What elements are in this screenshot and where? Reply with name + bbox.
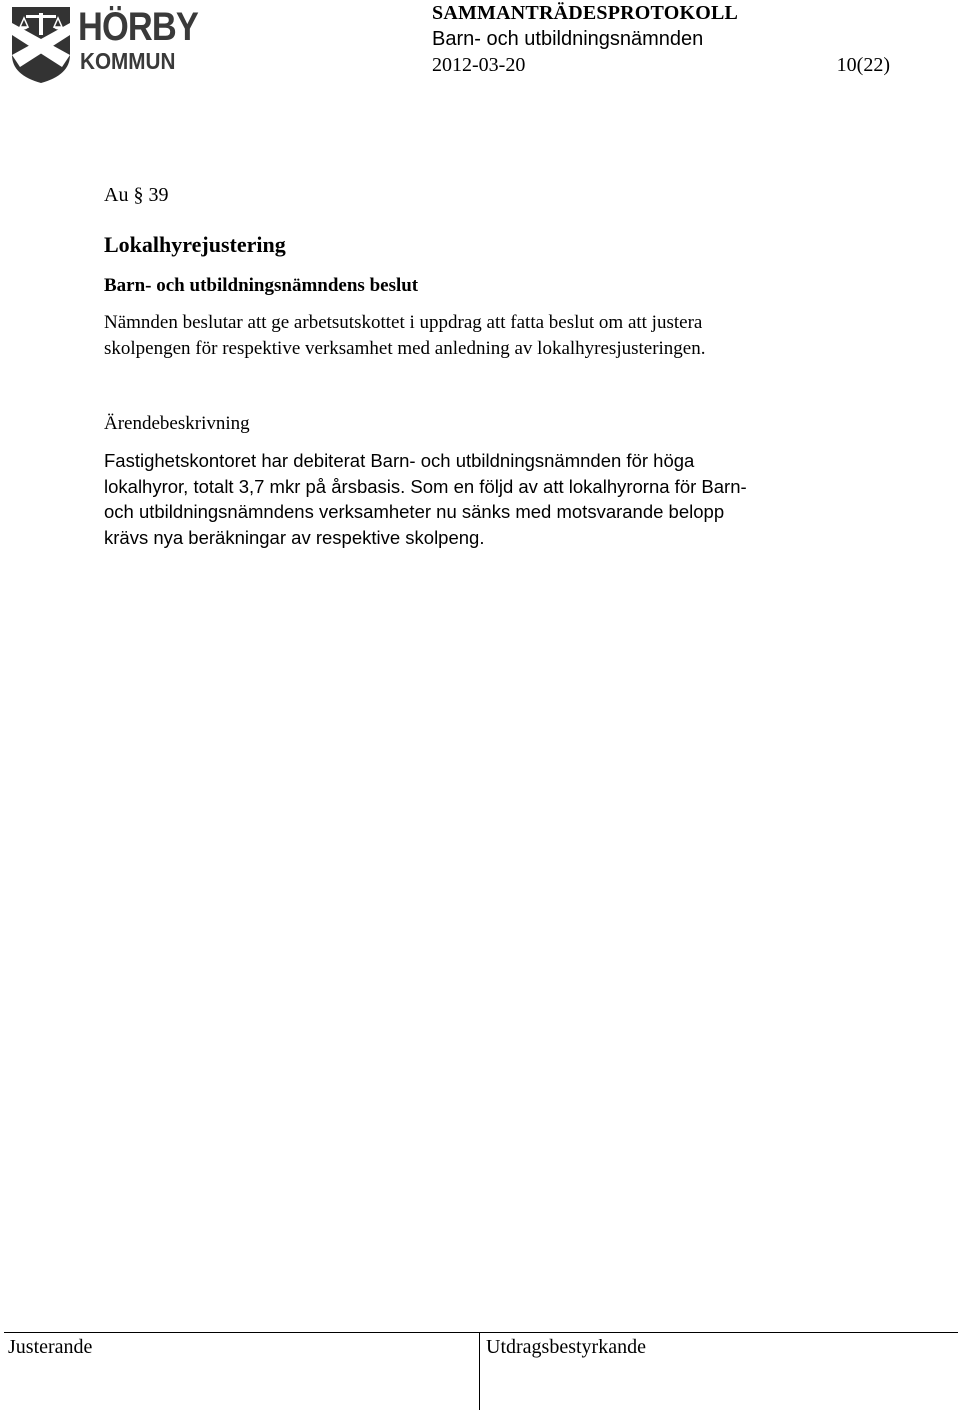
footer-utdragsbestyrkande-label: Utdragsbestyrkande [486,1336,646,1358]
page-number: 10(22) [836,54,890,76]
footer-justerande-label: Justerande [8,1336,93,1358]
meeting-date: 2012-03-20 [432,54,526,76]
description-heading: Ärendebeskrivning [104,413,250,434]
coat-of-arms-icon [10,5,72,85]
document-type: SAMMANTRÄDESPROTOKOLL [432,2,739,24]
section-title: Lokalhyrejustering [104,232,286,257]
decision-text: Nämnden beslutar att ge arbetsutskottet i uppdrag att fatta beslut om att justera skolpengen för respektive verksamhet med anledning av lokalhyresjusteringen. [104,312,706,359]
logo-text-horby: HÖRBY [78,5,198,49]
paragraph-number: Au § 39 [104,184,169,206]
footer-divider [4,1332,958,1333]
municipality-logo [10,5,198,85]
description-text: Fastighetskontoret har debiterat Barn- och utbildningsnämnden för höga lokalhyror, totalt 3,7 mkr på årsbasis. Som en följd av att lokalhyrorna för Barn- och utbildningsnämndens verksamheter nu sänks med motsvarande belopp krävs nya beräkningar av respektive skolpeng. [104,450,747,548]
logo-text-kommun: KOMMUN [80,48,176,74]
footer-column-divider [479,1332,480,1410]
decision-heading: Barn- och utbildningsnämndens beslut [104,275,419,296]
committee-name: Barn- och utbildningsnämnden [432,28,704,50]
